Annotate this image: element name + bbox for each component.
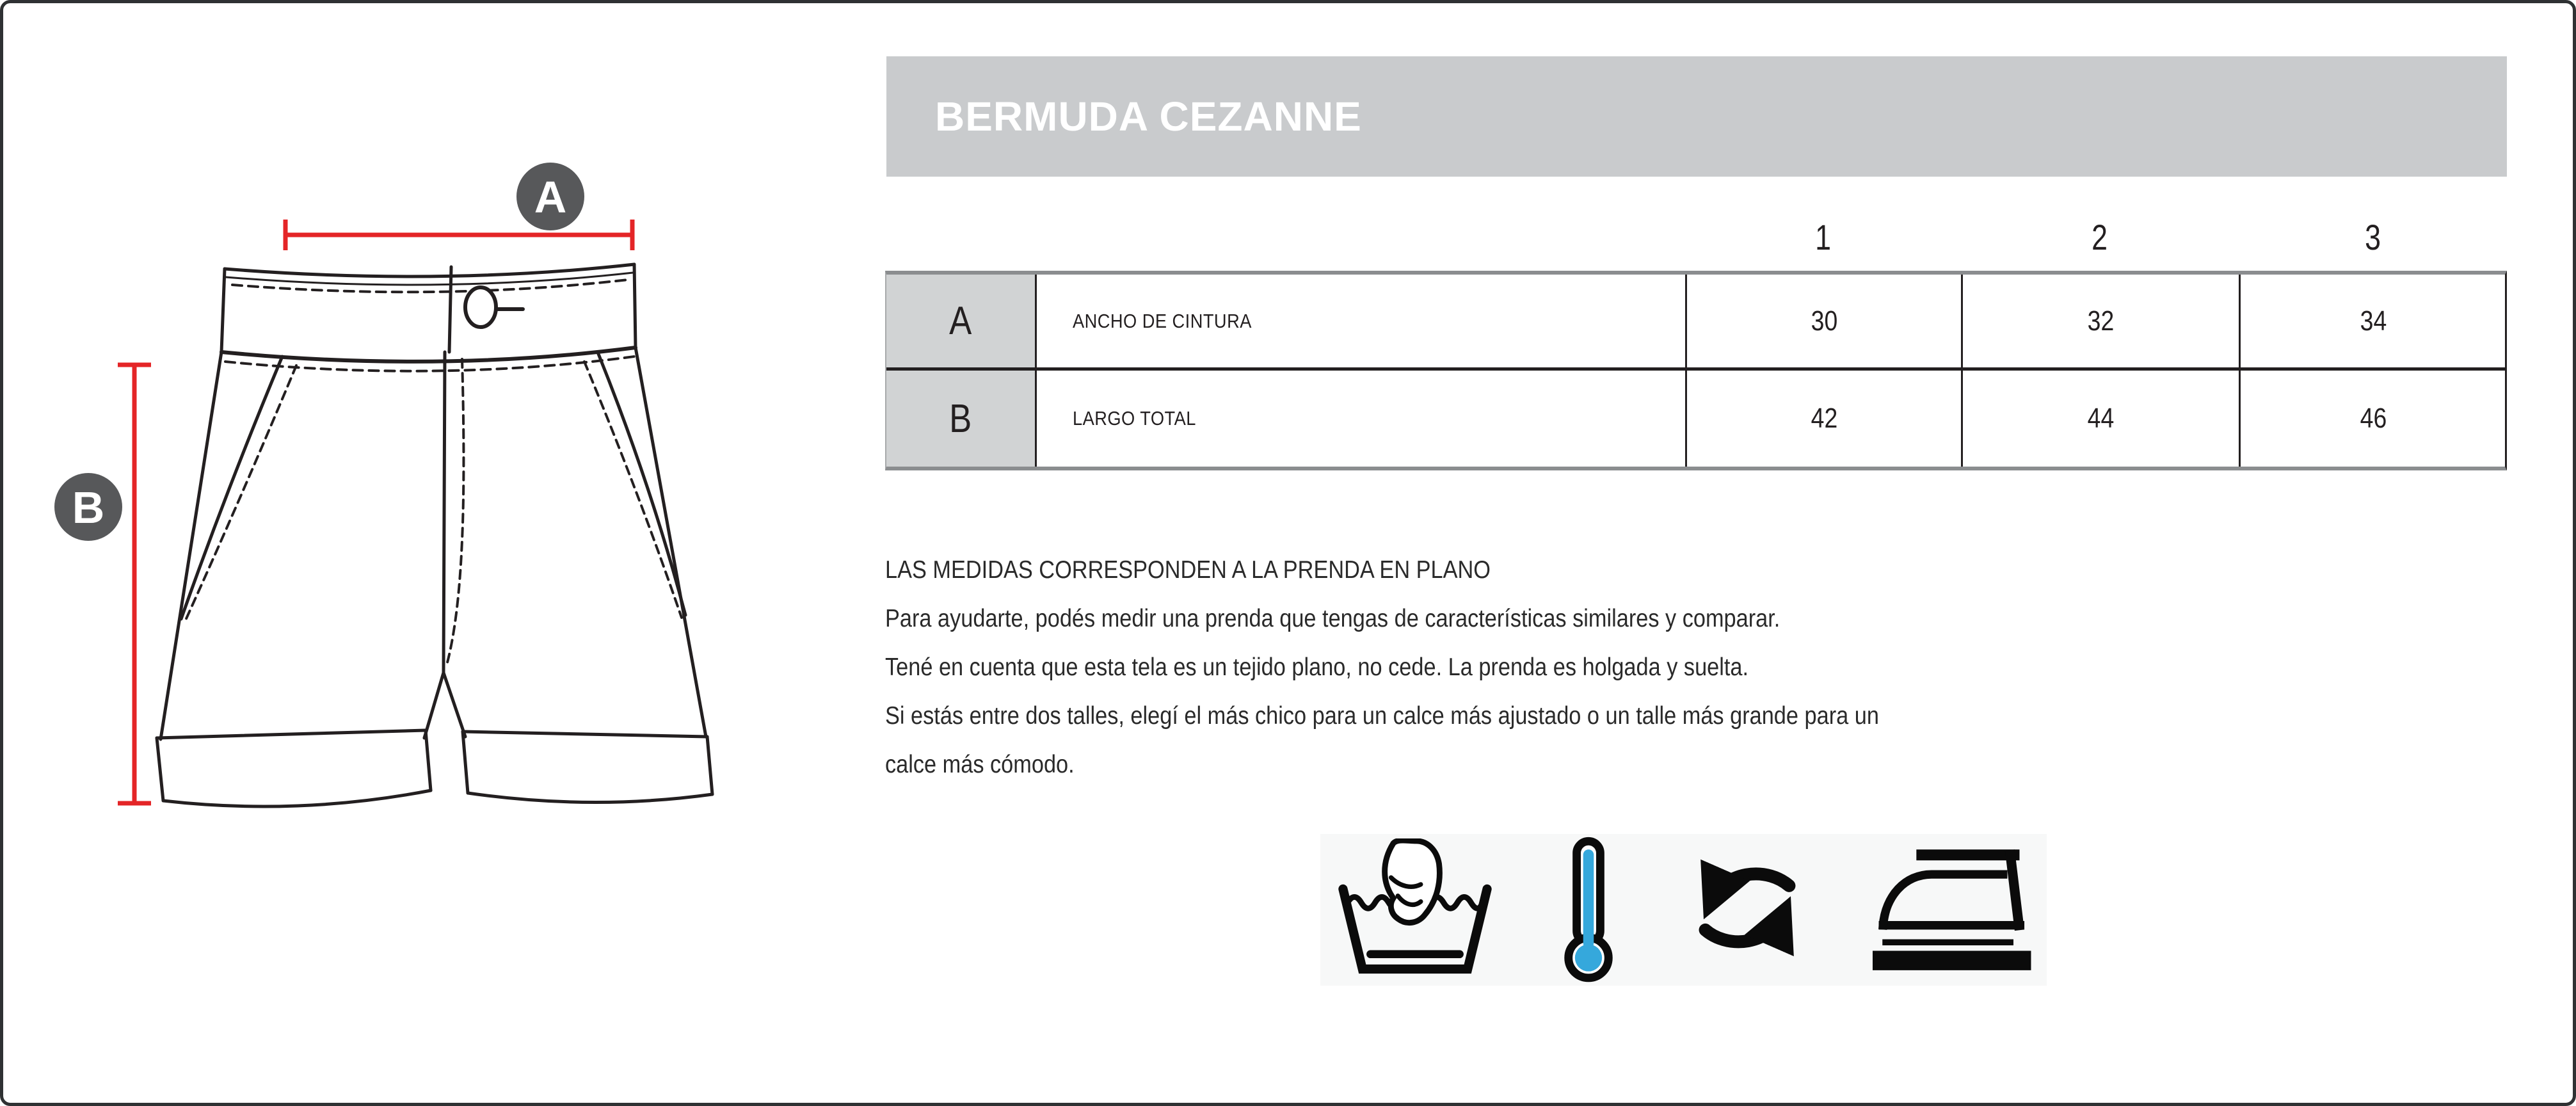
measuring-notes — [885, 546, 2485, 789]
note-line-5: calce más cómodo. — [885, 751, 1075, 778]
row-b-letter-cell — [886, 371, 1035, 467]
garment-diagram — [3, 3, 861, 1106]
row-a-size1-cell — [1685, 275, 1961, 371]
cycle-arrows-icon — [1676, 846, 1818, 974]
row-a-size2-cell — [1961, 275, 2239, 371]
measure-value: 30 — [1811, 305, 1837, 337]
row-a-size3-cell — [2239, 275, 2506, 371]
measure-b-line — [118, 365, 151, 803]
row-b-size2-cell — [1961, 371, 2239, 467]
badge-b — [54, 473, 122, 541]
measure-value: 32 — [2087, 305, 2115, 337]
size-table — [885, 271, 2507, 470]
hand-wash-icon — [1329, 838, 1501, 982]
note-line-3: Tené en cuenta que esta tela es un tejido plano, no cede. La prenda es holgada y suelta. — [885, 653, 1749, 681]
size-header-label: 1 — [1815, 217, 1831, 257]
size-col-header-2 — [1961, 212, 2239, 263]
measure-value: 46 — [2360, 403, 2387, 434]
size-header-label: 2 — [2092, 217, 2108, 257]
row-b-label-cell — [1035, 371, 1685, 467]
button-detail — [465, 287, 523, 327]
row-b-size1-cell — [1685, 371, 1961, 467]
badge-a-letter: A — [534, 172, 567, 222]
measure-label: LARGO TOTAL — [1073, 407, 1196, 429]
size-col-header-1 — [1685, 212, 1961, 263]
size-header-label: 3 — [2365, 217, 2381, 257]
measure-a-line — [285, 220, 632, 250]
badge-b-letter: B — [72, 483, 105, 533]
row-letter: A — [949, 299, 972, 343]
measure-label: ANCHO DE CINTURA — [1073, 309, 1252, 332]
measure-value: 42 — [1811, 403, 1837, 434]
note-line-2: Para ayudarte, podés medir una prenda que tengas de características similares y comparar. — [885, 605, 1780, 632]
page-title: BERMUDA CEZANNE — [935, 93, 1362, 140]
measure-value: 44 — [2087, 403, 2115, 434]
measure-value: 34 — [2360, 305, 2387, 337]
size-col-header-3 — [2239, 212, 2507, 263]
iron-icon — [1873, 840, 2038, 980]
cold-water-icon — [1555, 837, 1622, 984]
care-instructions-strip — [1320, 834, 2047, 986]
badge-a — [516, 163, 584, 230]
row-letter: B — [949, 396, 972, 441]
title-bar — [886, 56, 2507, 177]
row-a-label-cell — [1035, 275, 1685, 371]
shorts-drawing — [157, 264, 712, 806]
note-line-4: Si estás entre dos talles, elegí el más chico para un calce más ajustado o un talle más grande para un — [885, 702, 1879, 730]
row-a-letter-cell — [886, 275, 1035, 371]
row-b-size3-cell — [2239, 371, 2506, 467]
note-line-1: LAS MEDIDAS CORRESPONDEN A LA PRENDA EN PLANO — [885, 556, 1491, 584]
